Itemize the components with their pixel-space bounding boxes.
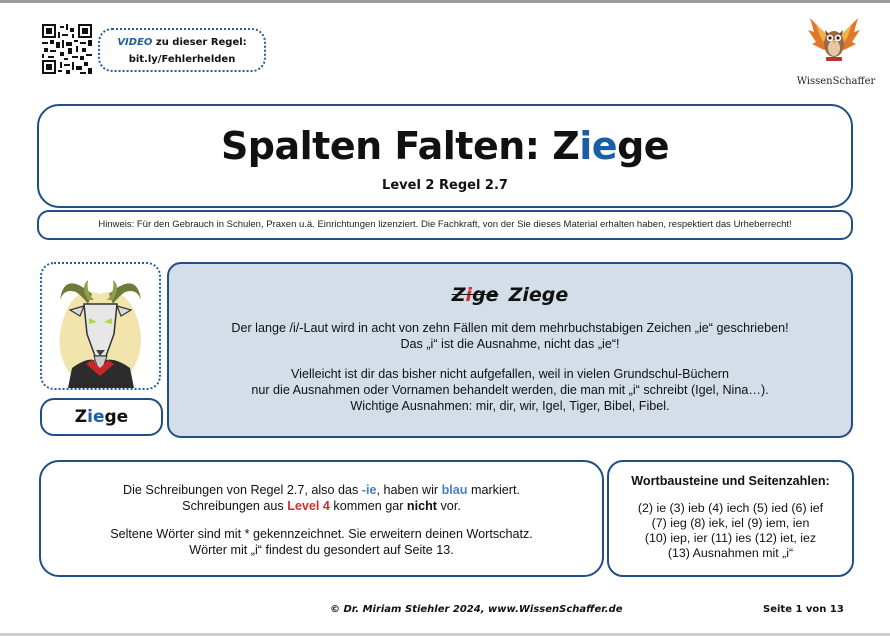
word-prefix: Z: [74, 407, 88, 427]
video-label: VIDEO: [117, 37, 153, 48]
top-rule: [0, 0, 890, 3]
word-parts-line: (13) Ausnahmen mit „i“: [667, 546, 794, 560]
rule-line: Das „i“ ist die Ausnahme, nicht das „ie“!: [400, 337, 620, 351]
goat-illustration: [42, 264, 159, 388]
word-parts-line: (10) iep, ier (11) ies (12) iet, iez: [644, 531, 817, 545]
info-box: Die Schreibungen von Regel 2.7, also das -ie, haben wir blau markiert. Schreibungen aus Level 4 kommen gar nicht vor. Seltene Wörter sind mit * gekennzeichnet. Sie erweitern deinen Wortschatz. Wörter mit „i“ findest du gesondert auf Seite 13.: [39, 460, 604, 577]
page-subtitle: Level 2 Regel 2.7: [382, 178, 508, 193]
rule-title: [169, 284, 851, 306]
rule-line: nur die Ausnahmen oder Vornamen behandelt werden, die man mit „i“ schreibt (Igel, Nina…).: [251, 383, 769, 397]
page-title: [39, 124, 851, 168]
word-parts-heading: Wortbausteine und Seitenzahlen:: [631, 474, 830, 488]
rule-line: Der lange /i/-Laut wird in acht von zehn Fällen mit dem mehrbuchstabigen Zeichen „ie“ geschrieben!: [231, 321, 789, 335]
copyright: © Dr. Miriam Stiehler 2024, www.WissenSchaffer.de: [330, 604, 623, 615]
word-parts-line: (2) ie (3) ieb (4) iech (5) ied (6) ief: [637, 501, 824, 515]
rule-line: Vielleicht ist dir das bisher nicht aufgefallen, weil in vielen Grundschul-Büchern: [291, 367, 729, 381]
word-parts-line: (7) ieg (8) iek, iel (9) iem, ien: [651, 516, 810, 530]
brand-name: WissenSchaffer: [796, 76, 876, 87]
video-link-box[interactable]: [98, 28, 266, 72]
license-hint: Hinweis: Für den Gebrauch in Schulen, Praxen u.ä. Einrichtungen lizenziert. Die Fachkraft, von der Sie dieses Material erhalten haben, respektiert das Urheberrecht!: [37, 210, 853, 240]
qr-code-icon: [42, 24, 92, 74]
info-line: Wörter mit „i“ findest du gesondert auf Seite 13.: [189, 543, 454, 557]
rule-line: Wichtige Ausnahmen: mir, dir, wir, Igel, Tiger, Bibel, Fibel.: [350, 399, 670, 413]
title-prefix: Spalten Falten: Z: [220, 124, 580, 168]
page-number: Seite 1 von 13: [763, 604, 844, 615]
word-highlight: ie: [87, 407, 105, 427]
wrong-spelling: Zige: [451, 284, 499, 306]
video-url-link[interactable]: bit.ly/Fehlerhelden: [128, 54, 236, 65]
word-parts-box: [607, 460, 854, 577]
title-box: [37, 104, 853, 208]
goat-image-frame: [40, 262, 161, 390]
rule-panel: [167, 262, 853, 438]
rule-explanation: [169, 320, 851, 428]
title-suffix: ge: [617, 124, 670, 168]
word-card: [40, 398, 163, 436]
word-suffix: ge: [104, 407, 129, 427]
video-label-suffix: zu dieser Regel:: [152, 37, 247, 48]
info-line: Seltene Wörter sind mit * gekennzeichnet. Sie erweitern deinen Wortschatz.: [110, 527, 533, 541]
title-highlight: ie: [579, 124, 618, 168]
correct-spelling: Ziege: [508, 284, 569, 306]
owl-logo-icon: [806, 12, 862, 64]
